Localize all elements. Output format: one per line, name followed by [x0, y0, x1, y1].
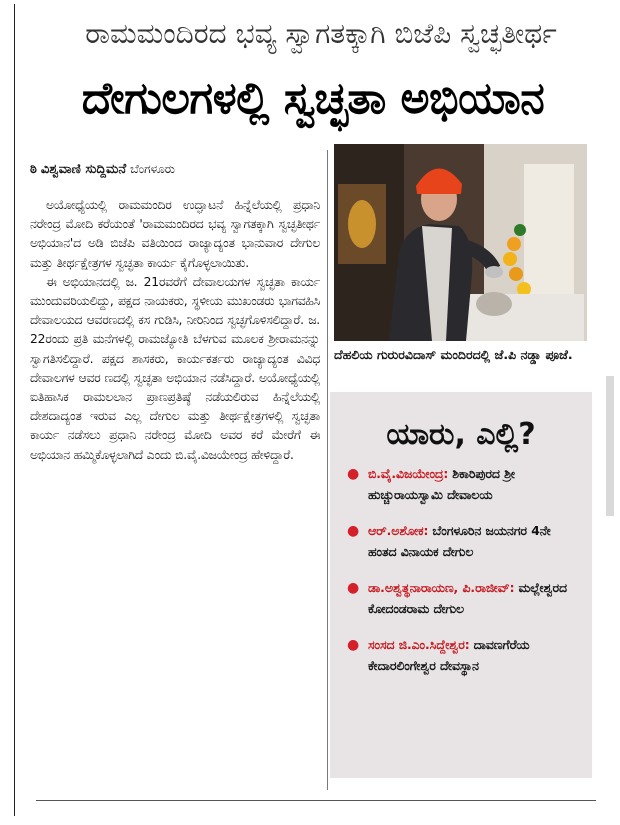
bullet-icon: ● [347, 523, 360, 539]
photo-illustration [334, 144, 587, 341]
temple-name: ಮಲ್ಲೇಶ್ವರದ ಕೋದಂಡರಾಮ ದೇಗುಲ [368, 581, 567, 616]
person-name: ಡಾ.ಅಶ್ವತ್ಥನಾರಾಯಣ, ಪಿ.ರಾಜೀವ್: [368, 581, 515, 595]
body-paragraph: ಈ ಅಭಿಯಾನದಲ್ಲಿ ಜ. 21ರವರೆಗೆ ದೇವಾಲಯಗಳ ಸ್ವಚ್ಛತಾ ಕಾರ್ಯ ಮುಂದುವರಿಯಲಿದ್ದು, ಪಕ್ಷದ ನಾಯಕರು, ಸ್ಥಳೀಯ ಮುಖಂಡರು ಭಾಗವಹಿಸಿ ದೇವಾಲಯದ ಆವರಣದಲ್ಲಿ ಕಸ ಗುಡಿಸಿ, ನೀರಿನಿಂದ ಸ್ವಚ್ಛಗೊಳಿಸಲಿದ್ದಾರೆ. ಜ. 22ರಂದು ಪ್ರತಿ ಮನೆಗಳಲ್ಲಿ ರಾಮಜ್ಯೋತಿ ಬೆಳಗುವ ಮೂಲಕ ಶ್ರೀರಾಮನನ್ನು ಸ್ವಾಗತಿಸಲಿದ್ದಾರೆ. ಪಕ್ಷದ ಶಾಸಕರು, ಕಾರ್ಯಕರ್ತರು ರಾಜ್ಯಾದ್ಯಂತ ವಿವಿಧ ದೇವಾಲಗಳ ಆವರ ಣದಲ್ಲಿ ಸ್ವಚ್ಛತಾ ಅಭಿಯಾನ ನಡೆಸಿದ್ದಾರೆ. ಅಯೋಧ್ಯೆಯಲ್ಲಿ ಐತಿಹಾಸಿಕ ರಾಮಲಲಾನ ಪ್ರಾಣಪ್ರತಿಷ್ಠೆ ನಡೆಯಲಿರುವ ಹಿನ್ನೆಲೆಯಲ್ಲಿ ದೇಶದಾದ್ಯಂತ ಇರುವ ಎಲ್ಲ ದೇಗುಲ ಮತ್ತು ತೀರ್ಥಕ್ಷೇತ್ರಗಳಲ್ಲಿ ಸ್ವಚ್ಛತಾ ಕಾರ್ಯ ನಡೆಸಲು ಪ್ರಧಾನಿ ನರೇಂದ್ರ ಮೋದಿ ಅವರ ಕರೆ ಮೇರೆಗೆ ಈ ಅಭಿಯಾನ ಹಮ್ಮಿಕೊಳ್ಳಲಾಗಿದೆ ಎಂದು ಬಿ.ವೈ.ವಿಜಯೇಂದ್ರ ಹೇಳಿದ್ದಾರೆ. [30, 274, 320, 462]
adjacent-page-edge [606, 376, 614, 516]
byline [30, 157, 320, 181]
person-name: ಬಿ.ವೈ.ವಿಜಯೇಂದ್ರ: [368, 467, 449, 481]
who-where-list [330, 464, 592, 692]
news-photo [334, 144, 587, 341]
bullet-icon: ● [347, 580, 360, 596]
list-item [330, 521, 592, 562]
byline-name: ವಿಶ್ವವಾಣಿ ಸುದ್ದಿಮನೆ [40, 162, 127, 177]
temple-name: ದಾವಣಗೆರೆಯ ಕೇದಾರಲಿಂಗೇಶ್ವರ ದೇವಸ್ಥಾನ [368, 638, 530, 673]
who-where-box [330, 392, 592, 778]
column-divider [327, 150, 328, 790]
person-name: ಆರ್.ಅಶೋಕ: [368, 524, 429, 538]
bottom-rule [36, 800, 596, 801]
byline-location: ಬೆಂಗಳೂರು [130, 162, 175, 176]
person-name: ಸಂಸದ ಜಿ.ಎಂ.ಸಿದ್ದೇಶ್ವರ: [368, 638, 470, 652]
list-item [330, 464, 592, 505]
body-paragraph: ಅಯೋಧ್ಯೆಯಲ್ಲಿ ರಾಮಮಂದಿರ ಉದ್ಘಾಟನೆ ಹಿನ್ನೆಲೆಯಲ್ಲಿ ಪ್ರಧಾನಿ ನರೇಂದ್ರ ಮೋದಿ ಕರೆಯಂತೆ 'ರಾಮಮಂದಿರದ ಭವ್ಯ ಸ್ವಾಗತಕ್ಕಾಗಿ ಸ್ವಚ್ಛತೀರ್ಥ ಅಭಿಯಾನ'ದ ಅಡಿ ಬಿಜೆಪಿ ವತಿಯಿಂದ ರಾಜ್ಯಾದ್ಯಂತ ಭಾನುವಾರ ದೇಗುಲ ಮತ್ತು ತೀರ್ಥಕ್ಷೇತ್ರಗಳ ಸ್ವಚ್ಛತಾ ಕಾರ್ಯ ಕೈಗೊಳ್ಳಲಾಯಿತು. [30, 198, 320, 270]
left-column-rule [14, 4, 15, 816]
photo-caption: ದೆಹಲಿಯ ಗುರುರವಿದಾಸ್ ಮಂದಿರದಲ್ಲಿ ಜೆ.ಪಿ ನಡ್ಡಾ ಪೂಜೆ. [334, 347, 573, 362]
main-headline: ದೇಗುಲಗಳಲ್ಲಿ ಸ್ವಚ್ಛತಾ ಅಭಿಯಾನ [81, 73, 545, 124]
article-body [30, 196, 320, 788]
bullet-icon: ● [347, 637, 360, 653]
box-title: ಯಾರು, ಎಲ್ಲಿ? [386, 417, 536, 452]
temple-name: ಬೆಂಗಳೂರಿನ ಜಯನಗರ 4ನೇ ಹಂತದ ವಿನಾಯಕ ದೇಗುಲ [368, 524, 551, 559]
temple-name: ಶಿಕಾರಿಪುರದ ಶ್ರೀ ಹುಚ್ಚುರಾಯಸ್ವಾಮಿ ದೇವಾಲಯ [368, 467, 515, 502]
kicker-headline: ರಾಮಮಂದಿರದ ಭವ್ಯ ಸ್ವಾಗತಕ್ಕಾಗಿ ಬಿಜೆಪಿ ಸ್ವಚ್ಛತೀರ್ಥ [85, 17, 557, 50]
bullet-icon: ● [347, 466, 360, 482]
list-item [330, 635, 592, 676]
byline-icon: ಠಿ [30, 162, 37, 177]
list-item [330, 578, 592, 619]
